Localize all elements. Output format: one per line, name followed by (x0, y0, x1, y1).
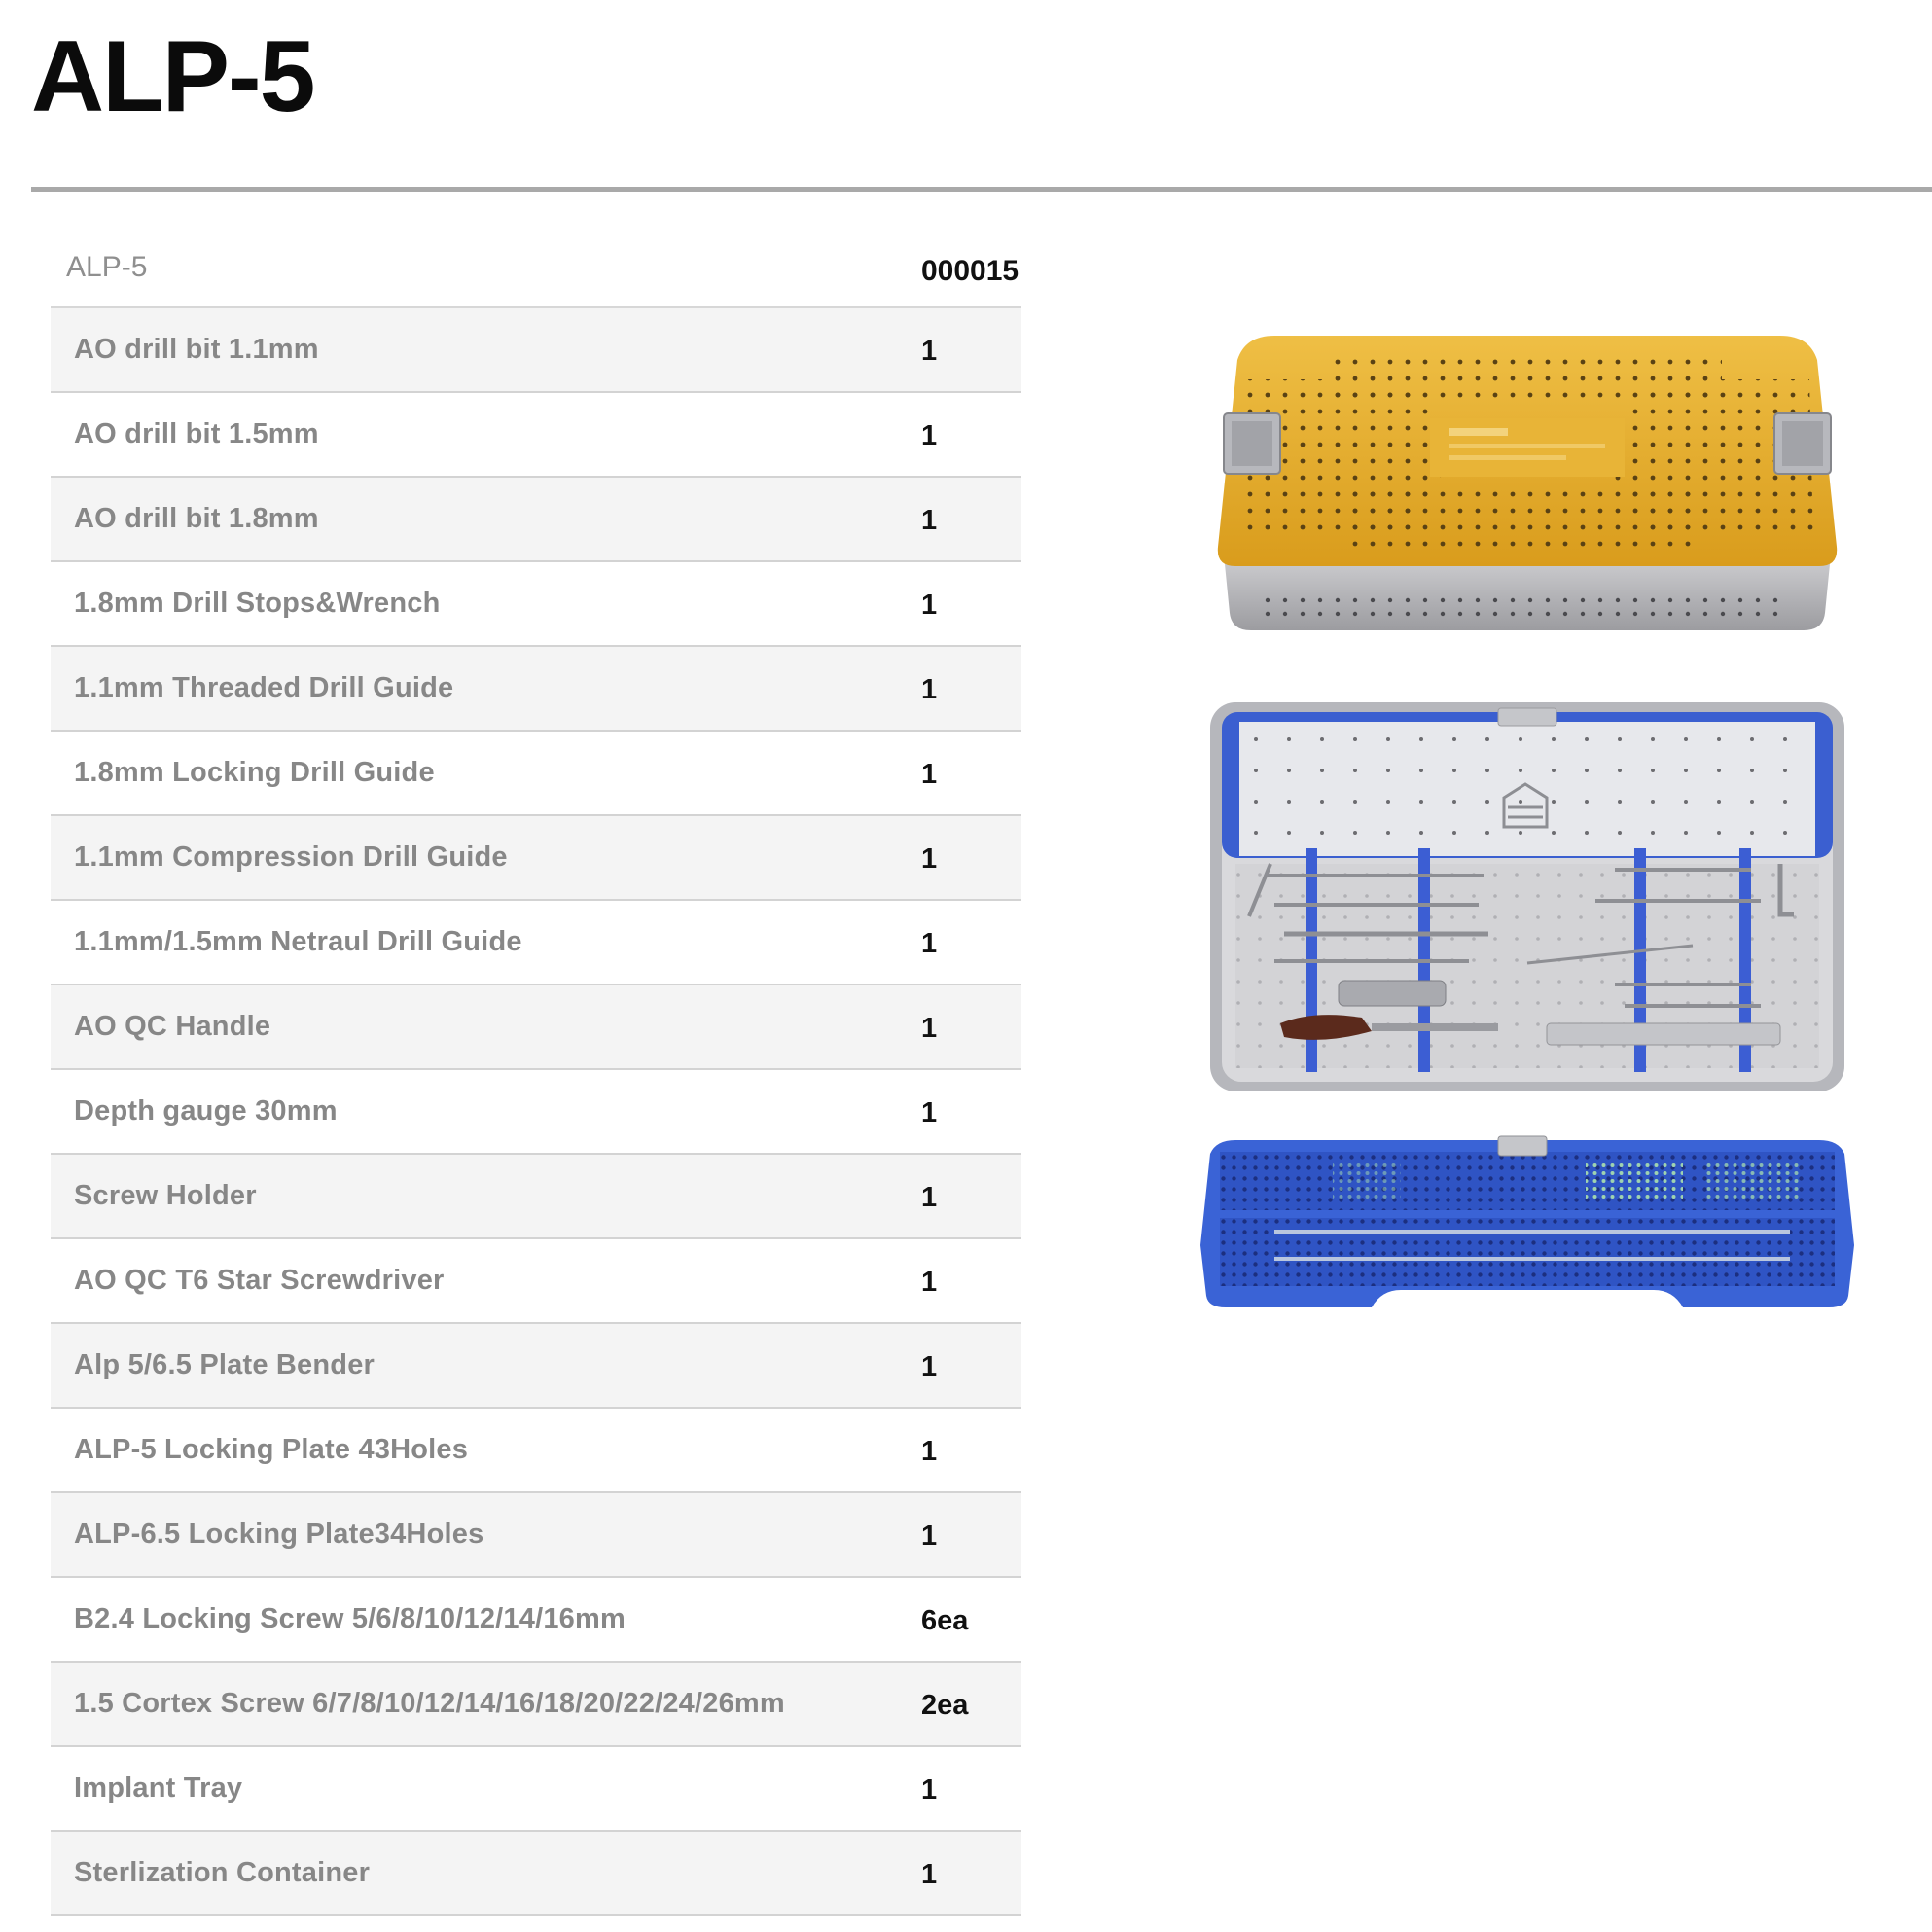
item-quantity: 1 (921, 1436, 938, 1467)
table-row (51, 1832, 1021, 1916)
item-quantity: 1 (921, 759, 938, 790)
kit-code: ALP-5 (66, 251, 148, 283)
title-divider (31, 187, 1932, 192)
item-quantity: 6ea (921, 1605, 969, 1636)
item-quantity: 1 (921, 674, 938, 705)
item-name: ALP-6.5 Locking Plate34Holes (74, 1519, 484, 1550)
item-name: AO drill bit 1.8mm (74, 503, 319, 534)
item-quantity: 1 (921, 1351, 938, 1382)
table-row (51, 816, 1021, 901)
item-name: AO drill bit 1.5mm (74, 418, 319, 449)
item-name: Screw Holder (74, 1180, 257, 1211)
table-row (51, 1747, 1021, 1832)
item-name: B2.4 Locking Screw 5/6/8/10/12/14/16mm (74, 1603, 626, 1634)
item-name: 1.1mm Compression Drill Guide (74, 841, 508, 873)
item-quantity: 1 (921, 1774, 938, 1806)
table-row (51, 1239, 1021, 1324)
item-name: Sterlization Container (74, 1857, 371, 1888)
item-name: 1.5 Cortex Screw 6/7/8/10/12/14/16/18/20/22/24/26mm (74, 1688, 785, 1719)
item-name: Alp 5/6.5 Plate Bender (74, 1349, 376, 1380)
table-row (51, 1493, 1021, 1578)
container-lid-photo (1206, 321, 1848, 652)
item-quantity: 1 (921, 928, 938, 959)
item-name: ALP-5 Locking Plate 43Holes (74, 1434, 469, 1465)
item-quantity: 1 (921, 1859, 938, 1890)
table-row (51, 1070, 1021, 1155)
table-row (51, 985, 1021, 1070)
item-name: 1.1mm/1.5mm Netraul Drill Guide (74, 926, 522, 957)
item-name: Depth gauge 30mm (74, 1095, 338, 1127)
table-row (51, 308, 1021, 393)
table-row (51, 1578, 1021, 1663)
table-row (51, 562, 1021, 647)
item-quantity: 1 (921, 1521, 938, 1552)
item-quantity: 2ea (921, 1690, 969, 1721)
table-row (51, 647, 1021, 732)
item-name: 1.8mm Locking Drill Guide (74, 757, 435, 788)
table-row (51, 1155, 1021, 1239)
item-quantity: 1 (921, 420, 938, 451)
table-row (51, 732, 1021, 816)
item-quantity: 1 (921, 505, 938, 536)
item-name: 1.8mm Drill Stops&Wrench (74, 588, 441, 619)
page-title: ALP-5 (31, 20, 314, 133)
table-row (51, 1663, 1021, 1747)
table-row (51, 1409, 1021, 1493)
item-quantity: 1 (921, 590, 938, 621)
table-row (51, 901, 1021, 985)
table-row (51, 478, 1021, 562)
item-name: 1.1mm Threaded Drill Guide (74, 672, 454, 703)
item-name: AO drill bit 1.1mm (74, 334, 319, 365)
item-quantity: 1 (921, 843, 938, 875)
kit-contents-table (51, 233, 1021, 1916)
item-quantity: 1 (921, 1267, 938, 1298)
kit-header-row (51, 233, 1021, 308)
implant-tray-photo (1197, 1130, 1858, 1325)
table-row (51, 1324, 1021, 1409)
table-row (51, 393, 1021, 478)
item-name: AO QC Handle (74, 1011, 271, 1042)
item-quantity: 1 (921, 1013, 938, 1044)
item-name: Implant Tray (74, 1772, 243, 1804)
kit-item-list (51, 308, 1021, 1916)
item-quantity: 1 (921, 1182, 938, 1213)
instrument-tray-photo (1206, 693, 1848, 1101)
item-quantity: 1 (921, 1097, 938, 1128)
item-name: AO QC T6 Star Screwdriver (74, 1265, 445, 1296)
item-quantity: 1 (921, 336, 938, 367)
kit-number: 000015 (921, 255, 1020, 287)
